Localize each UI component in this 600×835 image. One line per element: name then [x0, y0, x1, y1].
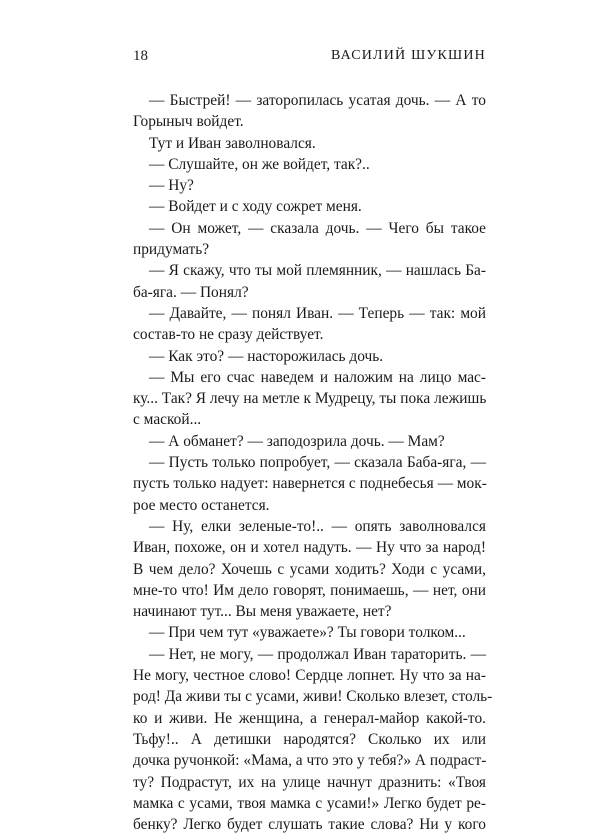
text-line: — Ну?: [149, 177, 194, 195]
text-line: бенку? Легко будет слушать такие слова? Ни у кого: [133, 816, 486, 834]
text-line: род! Да живи ты с усами, живи! Сколько влезет, столь-: [133, 688, 493, 706]
text-line: ба-яга. — Понял?: [133, 283, 249, 301]
running-head-author: ВАСИЛИЙ ШУКШИН: [330, 48, 486, 63]
text-line: Тут и Иван заволновался.: [149, 134, 316, 152]
text-line: — Как это? — насторожилась дочь.: [149, 347, 384, 365]
text-line: состав-то не сразу действует.: [133, 326, 324, 344]
text-line: — Быстрей! — заторопилась усатая дочь. — А то: [149, 92, 486, 109]
text-line: начинают тут... Вы меня уважаете, нет?: [133, 603, 392, 621]
text-line: с маской...: [133, 411, 202, 429]
text-line: — Он может, — сказала дочь. — Чего бы такое: [149, 219, 486, 237]
text-line: рое место останется.: [133, 496, 270, 514]
text-line: Иван, похоже, он и хотел надуть. — Ну что за народ!: [133, 539, 486, 557]
text-line: Тьфу!.. А детишки народятся? Сколько их или: [133, 730, 486, 748]
text-line: ко и живи. Не женщина, а генерал-майор какой-то.: [133, 709, 486, 727]
text-line: дочка ручонкой: «Мама, а что это у тебя?» А подраст-: [133, 752, 487, 770]
text-line: — Нет, не могу, — продолжал Иван тараторить. —: [149, 645, 486, 663]
text-line: Горыныч войдет.: [133, 113, 244, 131]
text-line: — Я скажу, что ты мой племянник, — нашлась Ба-: [149, 262, 486, 280]
text-line: — Мы его счас наведем и наложим на лицо мас-: [149, 368, 486, 386]
text-line: — А обманет? — заподозрила дочь. — Мам?: [149, 432, 445, 450]
text-line: — Ну, елки зеленые-то!.. — опять заволновался: [149, 517, 486, 535]
text-line: пусть только надует: навернется с поднебесья — мок-: [133, 475, 487, 493]
page-number: 18: [133, 48, 148, 64]
text-line: ку... Так? Я лечу на метле к Мудрецу, ты пока лежишь: [133, 390, 487, 408]
text-line: мамка с усами, твоя мамка с усами!» Легко будет ре-: [133, 794, 486, 812]
body-text: [133, 90, 493, 835]
text-line: мне-то что! Им дело говорят, понимаешь, — нет, они: [133, 581, 486, 599]
text-line: — При чем тут «уважаете»? Ты говори толком...: [149, 624, 466, 642]
text-line: — Слушайте, он же войдет, так?..: [149, 155, 370, 173]
text-line: придумать?: [133, 241, 210, 259]
text-line: — Давайте, — понял Иван. — Теперь — так: мой: [149, 304, 486, 322]
text-line: — Войдет и с ходу сожрет меня.: [149, 198, 362, 216]
text-line: ту? Подрастут, их на улице начнут дразнить: «Твоя: [133, 773, 486, 791]
text-line: Не могу, честное слово! Сердце лопнет. Ну что за на-: [133, 667, 486, 685]
page-header: [133, 48, 486, 68]
text-line: В чем дело? Хочешь с усами ходить? Ходи с усами,: [133, 560, 486, 578]
text-line: — Пусть только попробует, — сказала Баба-яга, —: [149, 454, 486, 472]
